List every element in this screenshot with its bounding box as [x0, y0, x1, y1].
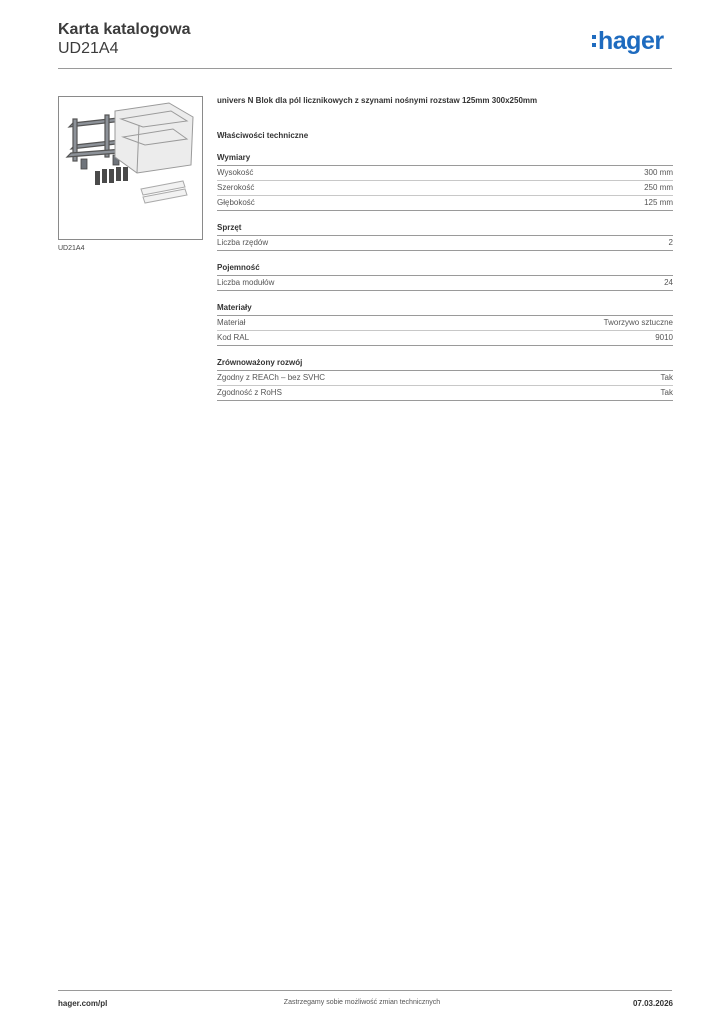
product-description: univers N Blok dla pól licznikowych z szynami nośnymi rozstaw 125mm 300x250mm [217, 96, 538, 105]
spec-value: Tworzywo sztuczne [603, 318, 673, 327]
spec-label: Zgodność z RoHS [217, 388, 282, 397]
header-divider [58, 68, 672, 69]
spec-content [217, 96, 673, 401]
spec-row [217, 371, 673, 386]
group-title: Wymiary [217, 152, 673, 166]
spec-value: Tak [660, 388, 673, 397]
properties-heading: Właściwości techniczne [217, 131, 309, 140]
spec-value: 24 [664, 278, 673, 287]
group-title: Sprzęt [217, 222, 673, 236]
spec-label: Kod RAL [217, 333, 250, 342]
document-title: Karta katalogowa [58, 21, 191, 38]
group-title: Materiały [217, 302, 673, 316]
logo-colon-icon [592, 35, 596, 51]
spec-value: 2 [668, 238, 673, 247]
spec-value: 125 mm [644, 198, 673, 207]
spec-value: Tak [660, 373, 673, 382]
spec-group-zrownowazony-rozwoj [217, 357, 673, 401]
spec-value: 9010 [655, 333, 673, 342]
spec-label: Liczba rzędów [217, 238, 269, 247]
product-image [58, 96, 203, 240]
group-title: Zrównoważony rozwój [217, 357, 673, 371]
spec-group-materialy [217, 302, 673, 346]
spec-row [217, 181, 673, 196]
hager-logo[interactable] [592, 26, 664, 58]
footer-date: 07.03.2026 [632, 999, 673, 1008]
spec-value: 250 mm [644, 183, 673, 192]
spec-group-sprzet [217, 222, 673, 251]
spec-label: Głębokość [217, 198, 255, 207]
spec-label: Zgodny z REACh – bez SVHC [217, 373, 326, 382]
spec-group-wymiary [217, 152, 673, 211]
spec-label: Wysokość [217, 168, 254, 177]
footer-disclaimer: Zastrzegamy sobie możliwość zmian technicznych [283, 999, 441, 1006]
spec-label: Liczba modułów [217, 278, 275, 287]
logo-text: hager [598, 27, 664, 55]
spec-row [217, 331, 673, 346]
product-image-caption: UD21A4 [58, 245, 85, 252]
footer-divider [58, 990, 672, 991]
spec-group-pojemnosc [217, 262, 673, 291]
footer-website-link[interactable]: hager.com/pl [58, 999, 108, 1008]
group-title: Pojemność [217, 262, 673, 276]
spec-row [217, 236, 673, 251]
product-illustration-icon [59, 97, 202, 239]
spec-label: Szerokość [217, 183, 255, 192]
spec-row [217, 386, 673, 401]
spec-row [217, 316, 673, 331]
spec-value: 300 mm [644, 168, 673, 177]
spec-label: Materiał [217, 318, 246, 327]
product-code: UD21A4 [58, 40, 119, 57]
spec-row [217, 166, 673, 181]
spec-row [217, 196, 673, 211]
spec-row [217, 276, 673, 291]
